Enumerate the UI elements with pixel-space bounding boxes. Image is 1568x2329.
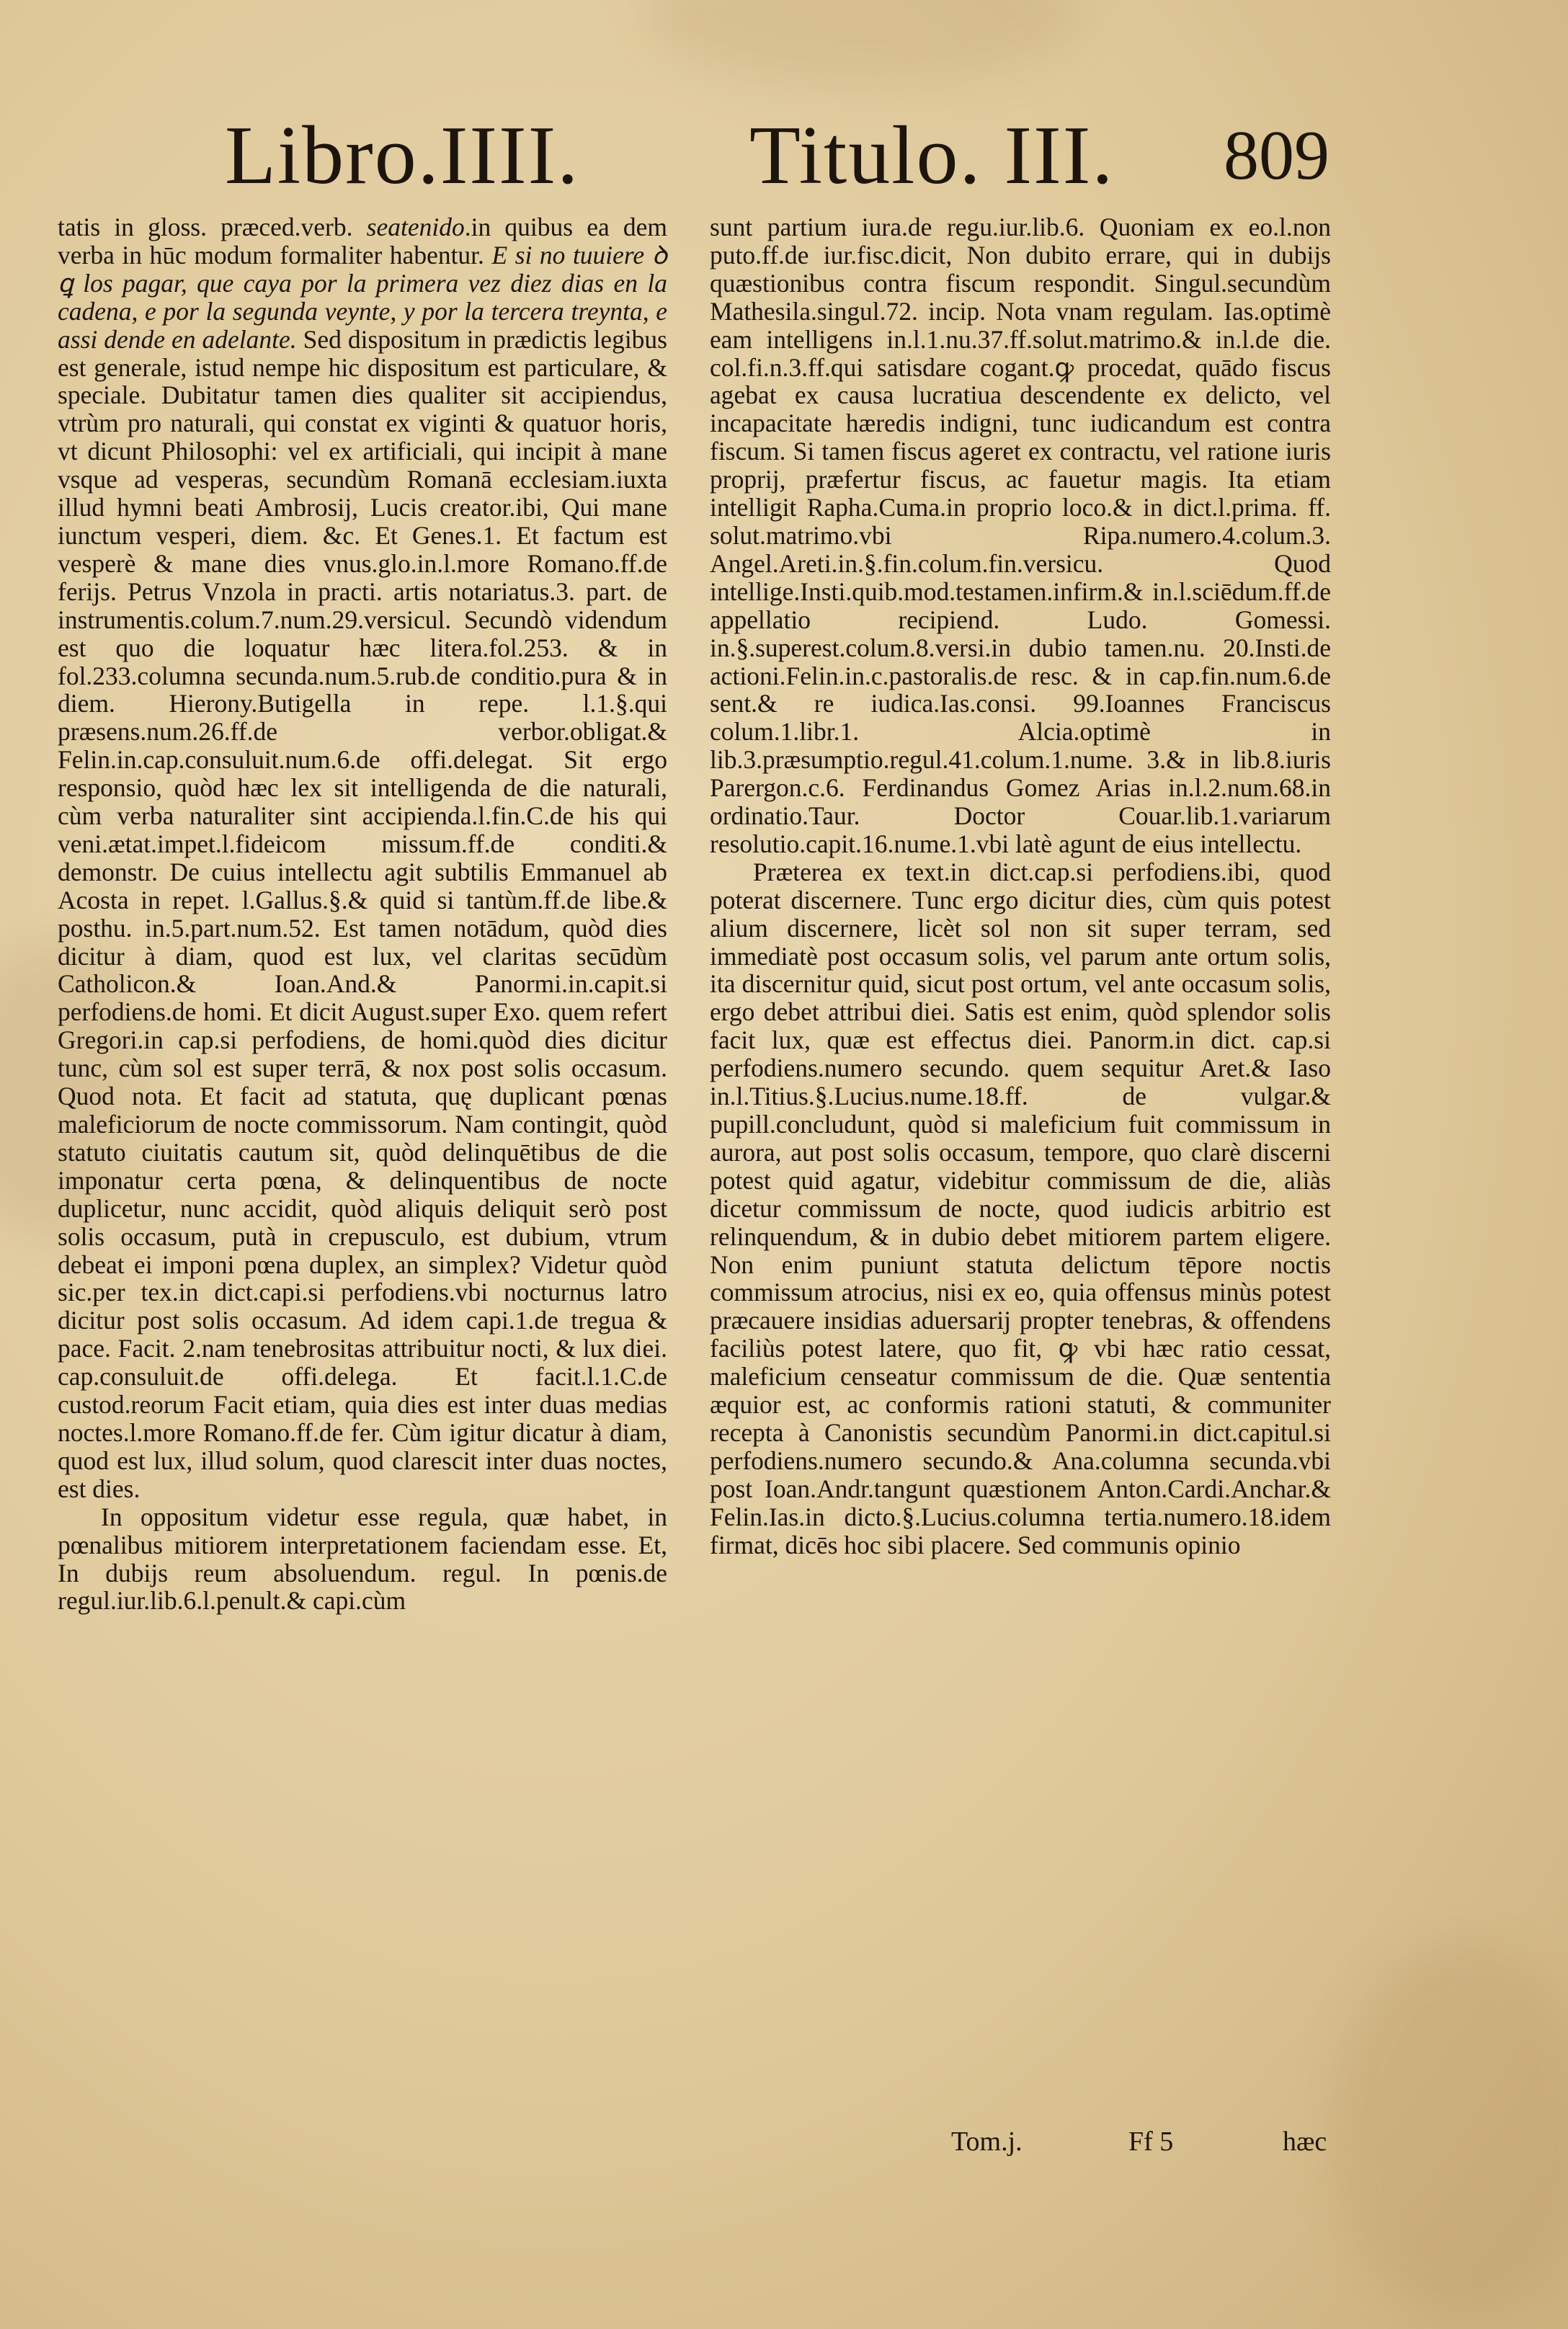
- page-footer: [0, 2126, 1568, 2169]
- left-paragraph-1: [58, 213, 667, 1503]
- left-paragraph-2: In oppositum videtur esse regula, quæ habet, in pœnalibus mitiorem interpretationem faciendam esse. Et, In dubijs reum absoluendum. regul. In pœnis.de regul.iur.lib.6.l.penult.& capi.cùm: [58, 1502, 667, 1616]
- running-head: [0, 108, 1568, 209]
- book-label: Libro.IIII.: [225, 110, 580, 202]
- signature-mark: Ff 5: [1128, 2127, 1174, 2157]
- text-run: Sed dispositum in prædictis legibus est generale, istud nempe hic dispositum est particulare, & speciale. Dubitatur tamen dies qualiter sit accipiendus, vtrùm pro naturali, qui constat ex viginti & quatuor horis, vt dicunt Philosophi: vel ex artificiali, qui incipit à mane vsque ad vesperas, secundùm Romanā ecclesiam.iuxta illud hymni beati Ambrosij, Lucis creator.ibi, Qui mane iunctum vesperi, diem. &c. Et Genes.1. Et factum est vesperè & mane dies vnus.glo.in.l.more Romano.ff.de ferijs. Petrus Vnzola in practi. artis notariatus.3. part. de instrumentis.colum.7.num.29.versicul. Secundò videndum est quo die loquatur hæc litera.fol.253. & in fol.233.columna secunda.num.5.rub.de conditio.pura & in diem. Hierony.Butigella in repe. l.1.§.qui præsens.num.26.ff.de verbor.obligat.& Felin.in.cap.consuluit.num.6.de offi.delegat. Sit ergo responsio, quòd hæc lex sit intelligenda de die naturali, cùm verba naturaliter sint accipienda.l.fin.C.de his qui veni.ætat.impet.l.fideicom missum.ff.de conditi.& demonstr. De cuius intellectu agit subtilis Emmanuel ab Acosta in repet. l.Gallus.§.& quid si tantùm.ff.de libe.& posthu. in.5.part.num.52. Est tamen notādum, quòd dies dicitur à diam, quod est lux, vel claritas secūdùm Catholicon.& Ioan.And.& Panormi.in.capit.si perfodiens.de homi. Et dicit August.super Exo. quem refert Gregori.in cap.si perfodiens, de homi.quòd dies dicitur tunc, cùm sol est super terrā, & nox post solis occasum. Quod nota. Et facit ad statuta, quę duplicant pœnas maleficiorum de nocte commissorum. Nam contingit, quòd statuto ciuitatis cautum sit, quòd delinquētibus de die imponatur certa pœna, & delinquentibus de nocte duplicetur, nunc accidit, quòd aliquis deliquit serò post solis occasum, putà in crepusculo, est dubium, vtrum debeat ei imponi pœna duplex, an simplex? Videtur quòd sic.per tex.in dict.capi.si perfodiens.vbi nocturnus latro dicitur post solis occasum. Ad idem capi.1.de tregua & pace. Facit. 2.nam tenebrositas attribuitur nocti, & lux diei. cap.consuluit.de offi.delega. Et facit.l.1.C.de custod.reorum Facit etiam, quia dies est inter duas medias noctes.l.more Romano.ff.de fer. Cùm igitur dicatur à diam, quod est lux, illud solum, quod clarescit inter duas noctes, est dies.: [58, 324, 667, 1503]
- left-column: [58, 213, 667, 1615]
- title-label: Titulo. III.: [749, 110, 1115, 202]
- volume-signature: Tom.j.: [951, 2127, 1023, 2157]
- page-number: 809: [1224, 117, 1329, 195]
- text-run: .in quibus ea dem verba in hūc modum formaliter habentur.: [58, 213, 667, 270]
- catchword: hæc: [1283, 2127, 1327, 2157]
- paper-stain: [649, 0, 1081, 86]
- text-run-italic: seatenido: [366, 213, 465, 241]
- right-paragraph-2: Præterea ex text.in dict.cap.si perfodiens.ibi, quod poterat discernere. Tunc ergo dicitur dies, cùm quis potest alium discernere, licèt sol non sit super terram, sed immediatè post occasum solis, vel parum ante ortum solis, ita discernitur quid, sicut post ortum, vel ante occasum solis, ergo debet attribui diei. Satis est enim, quòd splendor solis facit lux, quæ est effectus diei. Panorm.in dict. cap.si perfodiens.numero secundo. quem sequitur Aret.& Iaso in.l.Titius.§.Lucius.nume.18.ff. de vulgar.& pupill.concludunt, quòd si maleficium fuit commissum in aurora, aut post solis occasum, tempore, quo clarè discerni potest quid agatur, videbitur commissum de die, aliàs dicetur commissum de nocte, quod iudicis arbitrio est relinquendum, & in dubio debet mitiorem partem eligere. Non enim puniunt statuta delictum tēpore noctis commissum atrocius, nisi ex eo, quia offensus minùs potest præcauere insidias aduersarij propter tenebras, & offendens faciliùs potest latere, quo fit, ꝙ vbi hæc ratio cessat, maleficium censeatur commissum de die. Quæ sententia æquior est, ac conformis rationi statuti, & communiter recepta à Canonistis secundùm Panormi.in dict.capitul.si perfodiens.numero secundo.& Ana.columna secunda.vbi post Ioan.Andr.tangunt quæstionem Anton.Cardi.Anchar.& Felin.Ias.in dicto.§.Lucius.columna tertia.numero.18.idem firmat, dicēs hoc sibi placere. Sed communis opinio: [710, 857, 1331, 1559]
- spanish-quote: E si no tuuiere ꝺ ꝗ los pagar, que caya por la primera vez diez dias en la cadena, e por la segunda veynte, y por la tercera treynta, e assi dende en adelante.: [58, 240, 667, 354]
- text-run: tatis in gloss. præced.verb.: [58, 213, 367, 241]
- right-paragraph-1: sunt partium iura.de regu.iur.lib.6. Quoniam ex eo.l.non puto.ff.de iur.fisc.dicit, Non dubito errare, qui in dubijs quæstionibus contra fiscum respondit. Singul.secundùm Mathesila.singul.72. incip. Nota vnam regulam. Ias.optimè eam intelligens in.l.1.nu.37.ff.solut.matrimo.& in.l.de die. col.fi.n.3.ff.qui satisdare cogant.ꝙ procedat, quādo fiscus agebat ex causa lucratiua descendente ex delicto, vel incapacitate hæredis indigni, tunc iudicandum est contra fiscum. Si tamen fiscus ageret ex contractu, vel ratione iuris proprij, præfertur fiscus, ac fauetur magis. Ita etiam intelligit Rapha.Cuma.in proprio loco.& in dict.l.prima. ff. solut.matrimo.vbi Ripa.numero.4.colum.3. Angel.Areti.in.§.fin.colum.fin.versicu. Quod intellige.Insti.quib.mod.testamen.infirm.& in.l.sciēdum.ff.de appellatio recipiend. Ludo. Gomessi. in.§.superest.colum.8.versi.in dubio tamen.nu. 20.Insti.de actioni.Felin.in.c.pastoralis.de resc. & in cap.fin.num.6.de sent.& re iudica.Ias.consi. 99.Ioannes Franciscus colum.1.libr.1. Alcia.optimè in lib.3.præsumptio.regul.41.colum.1.nume. 3.& in lib.8.iuris Parergon.c.6. Ferdinandus Gomez Arias in.l.2.num.68.in ordinatio.Taur. Doctor Couar.lib.1.variarum resolutio.capit.16.nume.1.vbi latè agunt de eius intellectu.: [710, 213, 1331, 858]
- right-column: [710, 213, 1331, 1559]
